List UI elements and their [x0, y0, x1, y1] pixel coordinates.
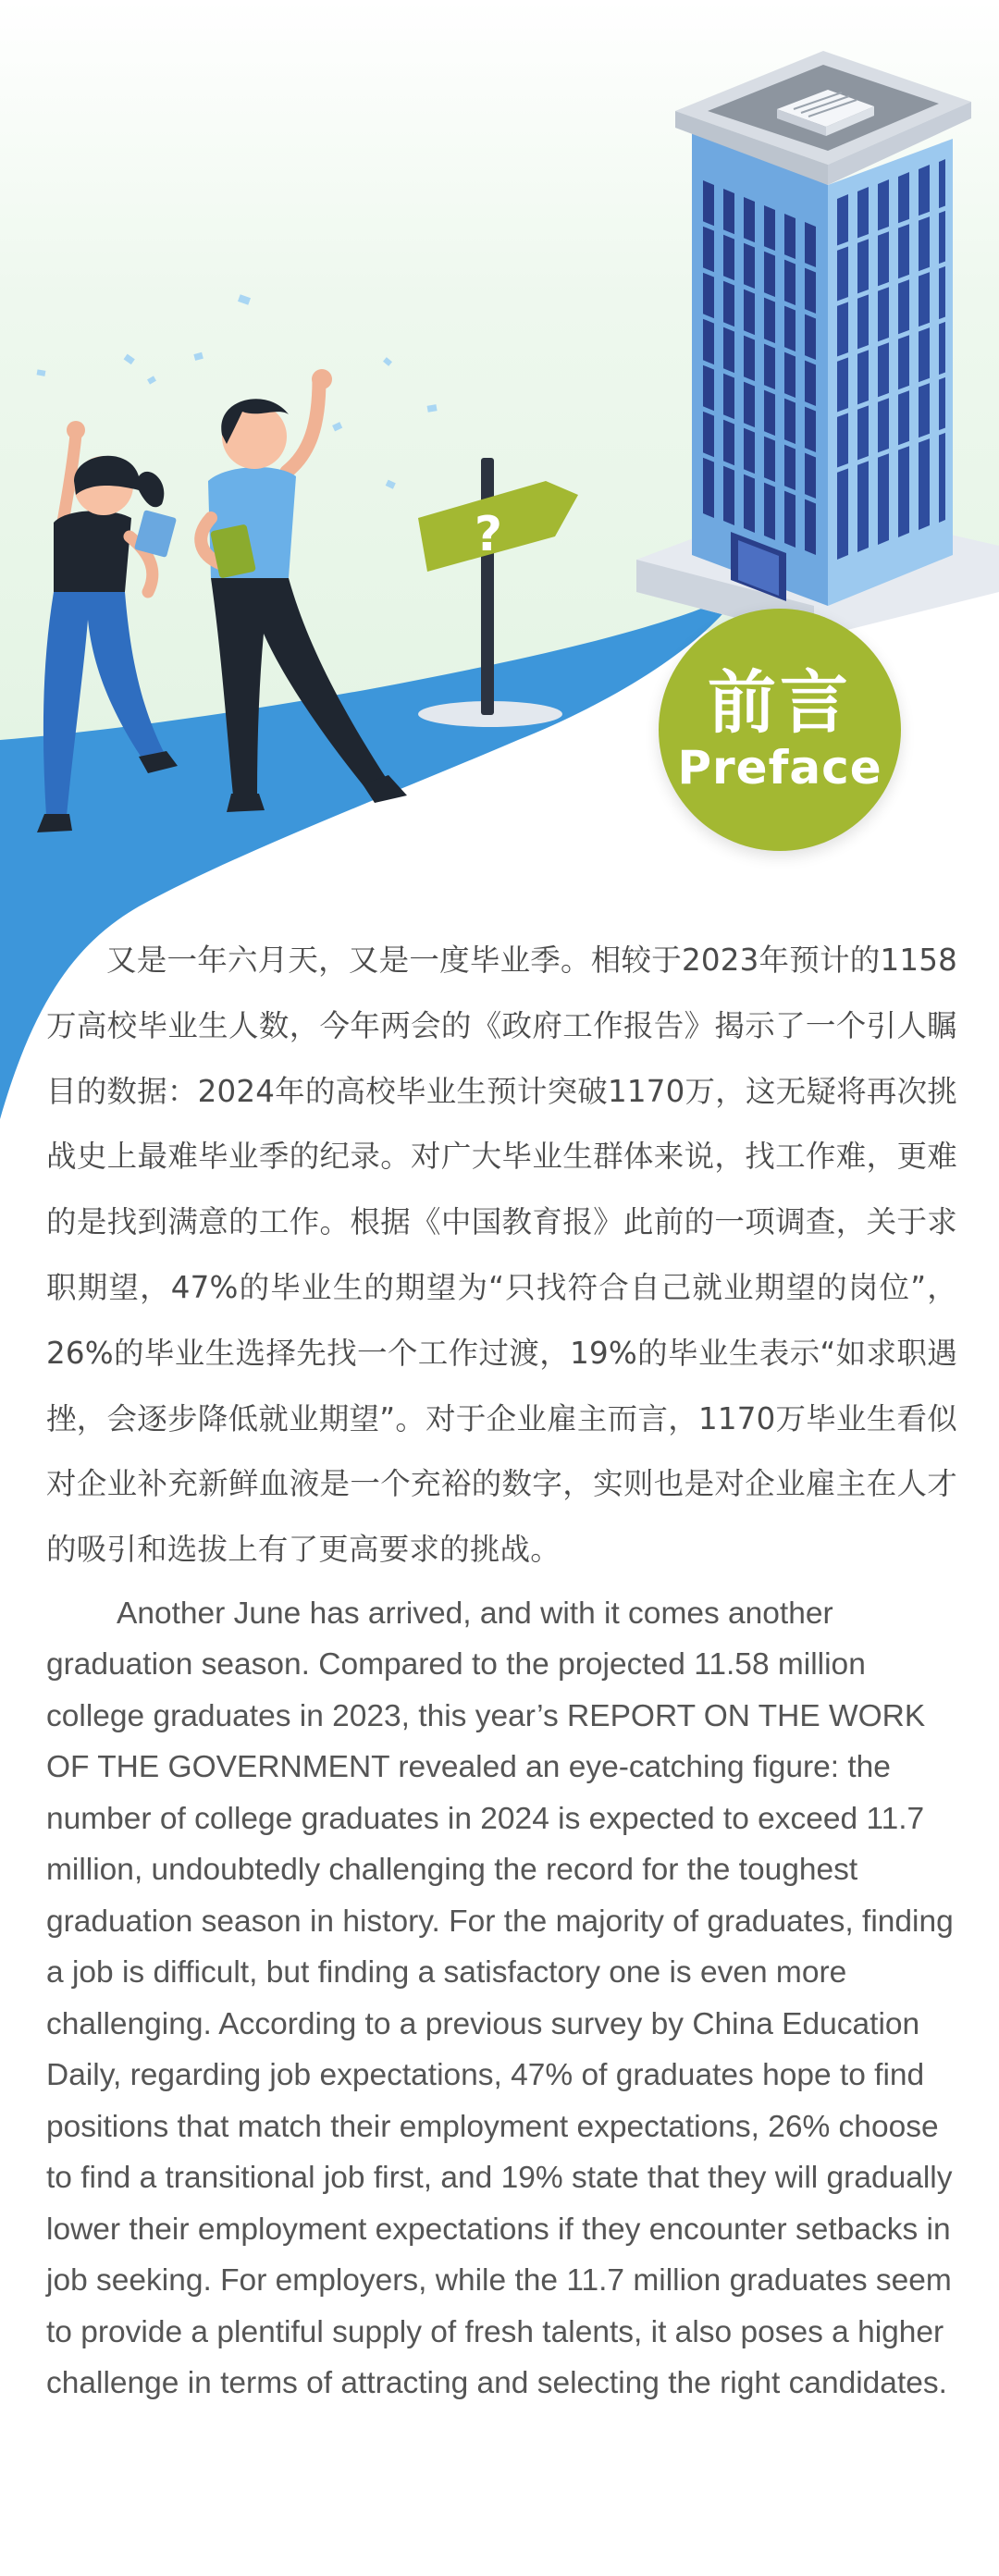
badge-title-english: Preface [677, 741, 882, 795]
chinese-paragraph: 又是一年六月天，又是一度毕业季。相较于2023年预计的1158万高校毕业生人数，今年两会的《政府工作报告》揭示了一个引人瞩目的数据：2024年的高校毕业生预计突破1170万，这无疑将再次挑战史上最难毕业季的纪录。对广大毕业生群体来说，找工作难，更难的是找到满意的工作。根据《中国教育报》此前的一项调查，关于求职期望，47%的毕业生的期望为“只找符合自己就业期望的岗位”，26%的毕业生选择先找一个工作过渡，19%的毕业生表示“如求职遇挫，会逐步降低就业期望”。对于企业雇主而言，1170万毕业生看似对企业补充新鲜血液是一个充裕的数字，实则也是对企业雇主在人才的吸引和选拔上有了更高要求的挑战。 [46, 943, 957, 1568]
english-paragraph: Another June has arrived, and with it comes another graduation season. Compared to the projected 11.58 million college graduates in 2023, this year’s REPORT ON THE WORK OF THE GOVERNMENT revealed an eye-catching figure: the number of college graduates in 2024 is expected to exceed 11.7 million, undoubtedly challenging the record for the toughest graduation season in history. For the majority of graduates, finding a job is difficult, but finding a satisfactory one is even more challenging. According to a previous survey by China Education Daily, regarding job expectations, 47% of graduates hope to find positions that match their employment expectations, 26% choose to find a transitional job first, and 19% state that they will gradually lower their employment expectations if they encounter setbacks in job seeking. For employers, while the 11.7 million graduates seem to provide a plentiful supply of fresh talents, it also poses a higher challenge in terms of attracting and selecting the right candidates. [46, 1596, 954, 2401]
preface-badge [659, 609, 901, 851]
preface-content [46, 928, 957, 2410]
sign-question-mark: ? [474, 507, 503, 562]
badge-title-chinese: 前言 [708, 663, 852, 743]
